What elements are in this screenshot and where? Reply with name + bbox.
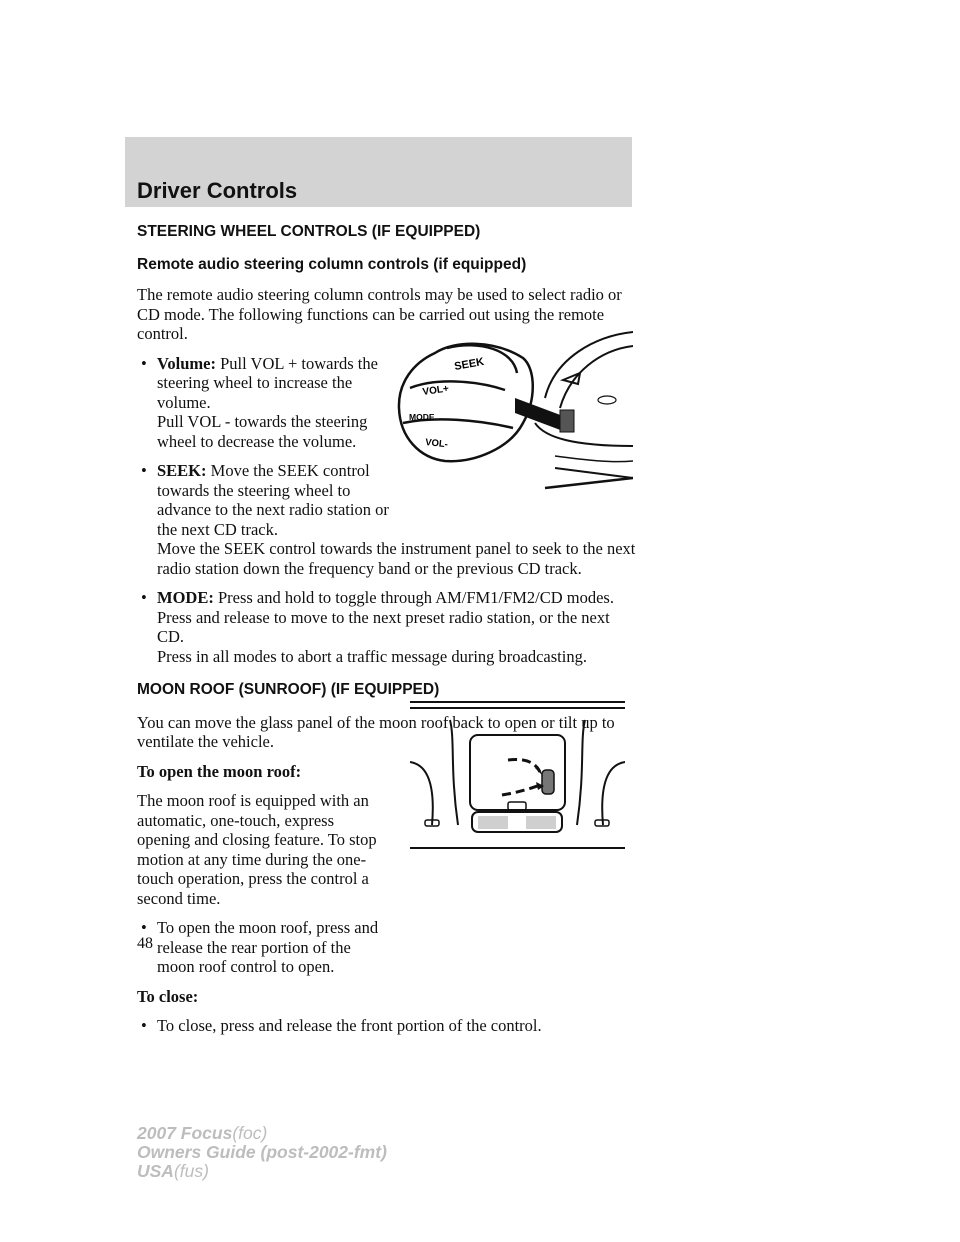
mode-text-3: Press in all modes to abort a traffic message during broadcasting. — [157, 646, 587, 666]
steering-controls-illustration — [395, 328, 633, 490]
seek-label: SEEK: — [157, 461, 207, 480]
seek-text-2: Move the SEEK control towards the instrument panel to seek to the next radio station down the frequency band or the previous CD track. — [157, 539, 636, 578]
mode-text-1: Press and hold to toggle through AM/FM1/FM2/CD modes. — [217, 588, 614, 607]
close-bullet-text: To close, press and release the front portion of the control. — [157, 1016, 542, 1035]
footer-model: 2007 Focus — [137, 1123, 233, 1143]
vol-minus-label: VOL- — [424, 437, 449, 451]
volume-label: Volume: — [157, 353, 216, 373]
section-heading-steering: STEERING WHEEL CONTROLS (IF EQUIPPED) — [137, 223, 481, 240]
page-number: 48 — [137, 935, 153, 952]
page-title: Driver Controls — [137, 178, 298, 203]
mode-label: MODE: — [157, 588, 214, 607]
bullet-close — [137, 1016, 637, 1036]
volume-text-2: Pull VOL - towards the steering wheel to decrease the volume. — [157, 412, 368, 451]
open-bullet-text: • To open the moon roof, press and release the rear portion of the moon roof control to open. — [157, 918, 379, 976]
mode-button-label: MODE — [409, 412, 435, 422]
vol-plus-label: VOL+ — [421, 383, 450, 398]
volume-text-1: Pull VOL + towards the steering wheel to increase the volume. — [157, 353, 378, 412]
open-text: The moon roof is equipped with an automatic, one-touch, express opening and closing feature. To stop motion at any time during the one-touch operation, press the control a second time. — [137, 791, 377, 908]
close-heading: To close: — [137, 986, 199, 1006]
moonroof-intro: You can move the glass panel of the moon roof back to open or tilt up to ventilate the vehicle. — [137, 712, 615, 751]
footer — [137, 1124, 387, 1181]
bullet-mode — [137, 588, 637, 666]
mode-text-2: Press and release to move to the next preset radio station, or the next CD. — [157, 607, 610, 646]
footer-market: USA — [137, 1161, 174, 1181]
seek-button-label: SEEK — [453, 355, 486, 373]
footer-market-code: (fus) — [173, 1161, 209, 1181]
bullet-open — [137, 918, 637, 977]
subheading-remote-audio: Remote audio steering column controls (if equipped) — [137, 255, 527, 273]
seek-text-1: Move the SEEK control towards the steering wheel to advance to the next radio station or the next CD track. — [157, 461, 389, 539]
footer-guide: Owners Guide (post-2002-fmt) — [137, 1142, 387, 1162]
footer-model-code: (foc) — [232, 1123, 268, 1143]
intro-paragraph: The remote audio steering column controls may be used to select radio or CD mode. The following functions can be carried out using the remote control. — [137, 285, 622, 343]
open-heading: To open the moon roof: — [137, 761, 302, 781]
moonroof-control-illustration — [410, 700, 625, 850]
section-heading-moonroof: MOON ROOF (SUNROOF) (IF EQUIPPED) — [137, 681, 440, 698]
